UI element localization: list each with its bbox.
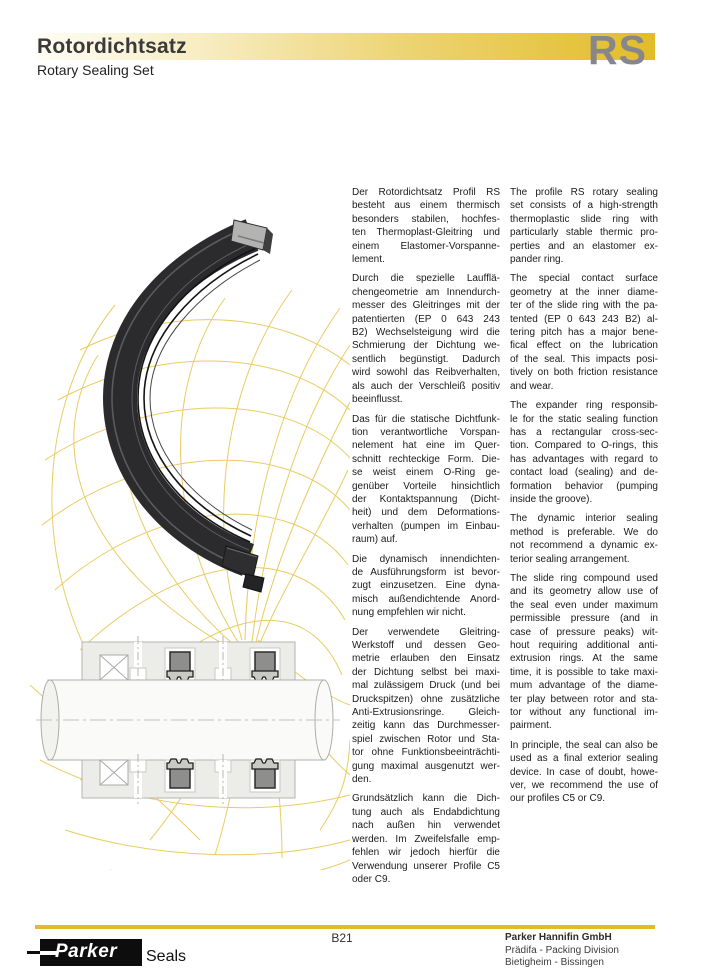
paragraph [352, 413, 500, 547]
text-line: used as a final exterior sealing [510, 753, 658, 765]
text-line: der Kontaktspannung (Dicht- [352, 493, 500, 505]
text-line: The slide ring compound used [510, 572, 658, 584]
text-line: particularly stable thermic pro- [510, 227, 658, 239]
text-line: sentlich begünstigt. Dadurch [352, 353, 500, 365]
text-line: metrie erlauben den Einsatz [352, 653, 500, 665]
text-line: chengeometrie am Innendurch- [352, 286, 500, 298]
text-line: not recommend a dynamic ex- [510, 540, 658, 552]
paragraph [510, 739, 658, 806]
paragraph [352, 553, 500, 620]
text-line: misch außendichtende Anord- [352, 593, 500, 605]
text-line: Der verwendete Gleitring- [352, 626, 500, 638]
company-name: Parker Hannifin GmbH [505, 932, 612, 943]
text-line: permissible pressure (and in [510, 613, 658, 625]
text-line: In principle, the seal can also be [510, 739, 658, 751]
text-line: mum advantage of the diame- [510, 680, 658, 692]
text-line: Werkstoff und dessen Geo- [352, 640, 500, 651]
text-line: ten Thermoplast-Gleitring und [352, 227, 500, 239]
text-line: oder C9. [352, 873, 391, 885]
paragraph [352, 186, 500, 266]
text-line: le for the static sealing function [510, 413, 658, 425]
text-line: extrusion rings. At the same [510, 653, 658, 665]
text-line: heit) und dem Deformations- [352, 507, 500, 519]
expander-ring-section [255, 768, 275, 788]
text-line: wird sowohl das Reibverhalten, [352, 367, 500, 379]
text-line: device. In case of doubt, howe- [510, 766, 658, 778]
text-line: case of pressure peaks) wit- [510, 626, 658, 638]
paragraph [352, 792, 500, 886]
text-line: spiel zwischen Rotor und Sta- [352, 733, 500, 745]
seals-wordmark: Seals [146, 948, 187, 965]
text-line: Druckspitzen) ohne zusätzliche [352, 693, 500, 705]
text-line: Anti-Extrusionsringe. Gleich- [352, 707, 500, 719]
paragraph [510, 572, 658, 733]
text-line: tively on both friction resistance [510, 367, 658, 379]
paragraph [510, 272, 658, 393]
text-line: patentierten (EP 0 643 243 [352, 313, 500, 325]
text-line: einem Elastomer-Vorspanne- [352, 240, 500, 252]
text-line: The expander ring responsib- [510, 400, 658, 412]
text-line: tion verantwortliche Vorspan- [352, 426, 500, 438]
text-line: Die dynamisch innendichten- [352, 553, 500, 565]
text-line: the seal even under maximum [510, 599, 658, 611]
text-line: The special contact surface [510, 273, 658, 285]
paragraph [510, 512, 658, 566]
text-line: den. [352, 774, 372, 786]
text-line: werden. Im Zweifelsfalle emp- [352, 833, 500, 845]
profile-code-badge: RS [588, 27, 647, 73]
company-division: Prädifa - Packing Division [505, 944, 619, 956]
text-line: besteht aus einem thermisch [352, 200, 500, 212]
text-line: and its geometry allow use of [510, 586, 658, 598]
text-line: se weist einem O-Ring ge- [352, 467, 500, 479]
text-line: beeinflusst. [352, 394, 403, 406]
text-line: nach außen hin verwendet [352, 820, 500, 832]
text-line: Das für die statische Dichtfunk- [352, 413, 500, 425]
company-location: Bietigheim - Bissingen [505, 957, 604, 968]
seal-figure [20, 140, 350, 870]
text-line: perties and an elastomer ex- [510, 240, 658, 252]
text-line: tented (EP 0 643 243 B2) al- [510, 313, 658, 325]
text-line: pairment. [510, 720, 552, 732]
page-number: B21 [331, 931, 353, 945]
text-line: contact load (sealing) and de- [510, 467, 658, 479]
text-line: ter of the slide ring with the pa- [510, 300, 658, 312]
text-line: hout requiring additional anti- [510, 640, 658, 651]
text-line: tor ohne Funktionsbeeinträchti- [352, 747, 500, 759]
text-line: ter play between rotor and sta- [510, 693, 658, 705]
text-line: and wear. [510, 380, 554, 392]
text-line: lement. [352, 254, 385, 266]
text-line: messer des Gleitringes mit der [352, 300, 500, 312]
parker-logo-dash [27, 951, 41, 954]
german-text-column [352, 186, 500, 892]
page-subtitle: Rotary Sealing Set [37, 62, 154, 78]
page-title: Rotordichtsatz [37, 35, 187, 58]
installation-cross-section-drawing [36, 636, 340, 804]
english-text-column [510, 186, 658, 812]
text-line: set consists of a high-strength [510, 200, 658, 212]
text-line: Grundsätzlich kann die Dich- [352, 793, 500, 805]
text-line: verhalten (pumpen im Einbau- [352, 520, 500, 532]
text-line: formation behavior (pumping [510, 480, 658, 492]
text-line: tung auch als Endabdichtung [352, 806, 500, 818]
text-line: gung maximal ausgenutzt wer- [352, 760, 500, 772]
text-line: tor without any functional im- [510, 707, 658, 719]
parker-wordmark: Parker [55, 941, 118, 962]
text-line: method is preferable. We do [510, 526, 658, 538]
text-line: nelement hat eine im Quer- [352, 440, 500, 452]
footer-accent-rule [35, 925, 655, 929]
text-line: schnitt rechteckige Form. Die- [352, 453, 500, 465]
text-line: inside the groove). [510, 493, 593, 505]
text-line: tering pitch has a major bene- [510, 327, 658, 339]
text-line: geometry at the inner diame- [510, 286, 658, 298]
text-line: B2) Wechselsteigung wird die [352, 327, 500, 339]
parker-logo [40, 939, 142, 966]
text-line: time, it is possible to take maxi- [510, 666, 658, 678]
text-line: has advantages with regard to [510, 453, 658, 465]
seal-ring-photo [112, 220, 273, 592]
text-line: nung empfehlen wir nicht. [352, 607, 466, 619]
expander-ring-section [170, 652, 190, 672]
text-line: our profiles C5 or C9. [510, 793, 606, 805]
text-line: fical effect on the lubrication [510, 340, 658, 352]
text-line: der Dichtung selbst bei maxi- [352, 666, 500, 678]
text-line: has a rectangular cross-sec- [510, 426, 658, 438]
text-line: mal zulässigem Druck (und bei [352, 680, 500, 692]
text-line: of the seal. This impacts posi- [510, 353, 658, 365]
text-line: Durch die spezielle Laufflä- [352, 273, 500, 285]
text-line: de Ausführungsform ist bevor- [352, 566, 500, 578]
paragraph [510, 186, 658, 266]
text-line: terior sealing arrangement. [510, 553, 630, 565]
expander-ring-section [170, 768, 190, 788]
text-line: als auch der Verschleiß positiv [352, 380, 500, 392]
text-line: The profile RS rotary sealing [510, 187, 658, 198]
text-line: tion. Compared to O-rings, this [510, 440, 658, 452]
text-line: ver, we recommend the use of [510, 780, 658, 792]
text-line: raum) auf. [352, 534, 398, 546]
paragraph [352, 272, 500, 406]
text-line: The dynamic interior sealing [510, 513, 658, 525]
paragraph [510, 399, 658, 506]
text-line: besonders stabilen, hochfes- [352, 213, 500, 225]
text-line: pander ring. [510, 254, 564, 266]
paragraph [352, 626, 500, 787]
text-line: zugt einzusetzen. Eine dyna- [352, 580, 500, 592]
text-line: Verwendung unserer Profile C5 [352, 860, 500, 872]
text-line: Schmierung der Dichtung we- [352, 340, 500, 352]
text-line: genüber Vorteile hinsichtlich [352, 480, 500, 492]
expander-ring-section [255, 652, 275, 672]
text-line: thermoplastic slide ring with [510, 213, 658, 225]
text-line: zeitig kann das Durchmesser- [352, 720, 500, 732]
company-address-block [505, 932, 619, 970]
text-line: fehlen wir jedoch hierfür die [352, 847, 500, 859]
text-line: Der Rotordichtsatz Profil RS [352, 187, 500, 198]
